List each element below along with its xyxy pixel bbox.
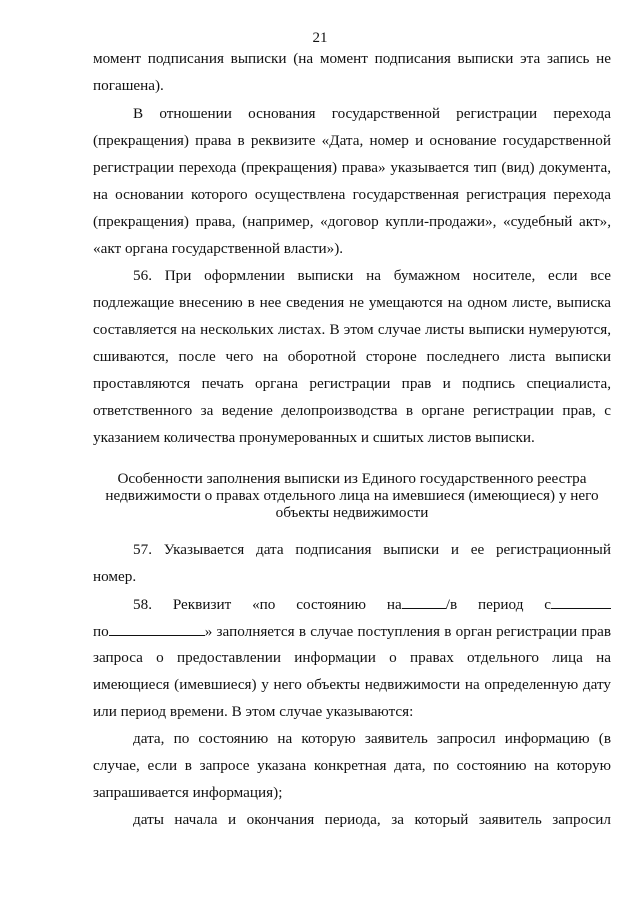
requisite-tail: » заполняется в случае поступления в орган регистрации прав [204,623,611,640]
text-line: имеющиеся (имевшиеся) у него объекты недвижимости на определенную дату [93,676,611,693]
period-end-blank [109,622,205,636]
section-heading: объекты недвижимости [275,504,429,521]
section-heading: недвижимости о правах отдельного лица на имевшиеся (имеющиеся) у него [105,487,599,504]
word-po: «по [252,596,276,613]
text-line: проставляются печать органа регистрации прав и подпись специалиста, [93,375,611,392]
text-line: номер. [93,568,137,585]
text-line: (прекращения) права в реквизите «Дата, номер и основание государственной [93,132,611,149]
word-rekvizit: Реквизит [172,596,232,613]
text-line: момент подписания выписки (на момент подписания выписки эта запись не [93,50,611,67]
word-period: период [477,596,524,613]
text-line: даты начала и окончания периода, за который заявитель запросил [133,811,611,828]
date-blank [402,595,446,609]
text-line: 56. При оформлении выписки на бумажном носителе, если все [133,267,611,284]
requisite-line [133,595,611,613]
text-line: запроса о предоставлении информации о правах отдельного лица на [93,649,611,666]
text-line: погашена). [93,77,164,94]
word-sostoyaniyu: состоянию [296,596,367,613]
text-line: запрашивается информация); [93,784,283,801]
text-line: или период времени. В этом случае указываются: [93,703,414,720]
word-po-end: по [93,623,109,640]
text-line: дата, по состоянию на которую заявитель запросил информацию (в [133,730,611,747]
text-line: случае, если в запросе указана конкретная дата, по состоянию на которую [93,757,611,774]
text-line: регистрации перехода (прекращения) права» указывается тип (вид) документа, [93,159,611,176]
clause-number: 58. [133,596,152,613]
word-s: с [544,596,552,613]
text-line: ответственного за ведение делопроизводства в органе регистрации прав, с [93,402,611,419]
text-line: В отношении основания государственной регистрации перехода [133,105,611,122]
requisite-line [93,622,611,640]
text-line: 57. Указывается дата подписания выписки и ее регистрационный [133,541,611,558]
text-line: подлежащие внесению в нее сведения не умещаются на одном листе, выписка [93,294,611,311]
text-line: указанием количества пронумерованных и сшитых листов выписки. [93,429,535,446]
section-heading: Особенности заполнения выписки из Единого государственного реестра [117,470,587,487]
word-v: /в [445,596,458,613]
page-number: 21 [312,30,328,46]
text-line: на основании которого осуществлена государственная регистрация перехода [93,186,611,203]
text-line: «акт органа государственной власти»). [93,240,344,257]
word-na: на [386,596,402,613]
text-line: составляется на нескольких листах. В этом случае листы выписки нумеруются, [93,321,611,338]
text-line: (прекращения) права, (например, «договор купли-продажи», «судебный акт», [93,213,611,230]
text-line: сшиваются, после чего на оборотной стороне последнего листа выписки [93,348,611,365]
period-start-blank [551,595,611,609]
